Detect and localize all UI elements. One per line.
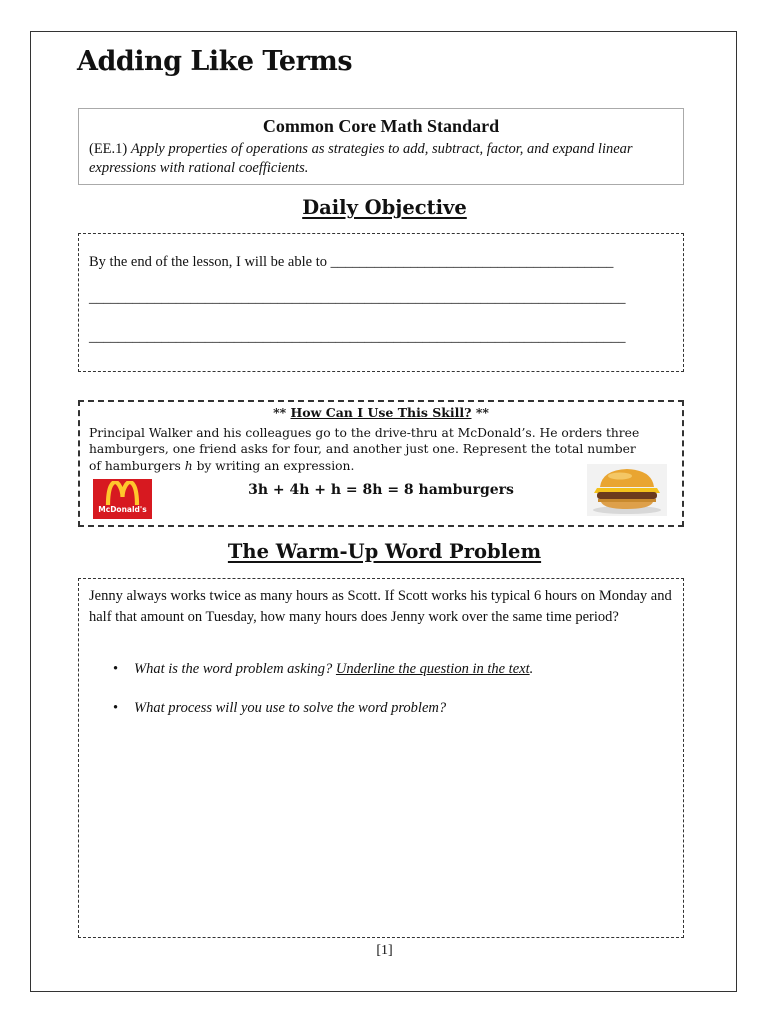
objective-heading: Daily Objective (302, 196, 467, 219)
question-1-text: What is the word problem asking? (134, 661, 333, 677)
objective-blank-line: __________________________________________________________________________ (89, 290, 626, 306)
skill-heading-text: How Can I Use This Skill? (290, 405, 472, 420)
page-number: [1] (376, 943, 393, 958)
worksheet-page (30, 31, 737, 992)
skill-text-after: by writing an expression. (196, 458, 355, 473)
skill-heading-prefix: ** (273, 405, 287, 420)
objective-prompt-line (89, 254, 613, 271)
warmup-problem-text: Jenny always works twice as many hours as Scott. If Scott works his typical 6 hours on Monday and half that amount on Tuesday, how many hours does Jenny work over the same time period? (89, 588, 672, 625)
warmup-question-1 (113, 661, 534, 678)
skill-heading (80, 405, 682, 420)
skill-variable: h (184, 458, 193, 473)
question-2-text: What process will you use to solve the word problem? (134, 700, 447, 716)
bullet: • (113, 700, 119, 716)
bullet: • (113, 661, 119, 677)
page-title: Adding Like Terms (77, 46, 353, 77)
objective-prompt: By the end of the lesson, I will be able to (89, 254, 327, 270)
objective-blank: _______________________________________ (330, 254, 614, 270)
standard-code: (EE.1) (89, 141, 128, 157)
warmup-question-2 (113, 700, 447, 717)
warmup-heading: The Warm-Up Word Problem (227, 540, 542, 563)
skill-box (78, 400, 684, 527)
hamburger-icon (587, 464, 667, 516)
standard-text (89, 140, 673, 178)
standard-description: Apply properties of operations as strategies to add, subtract, factor, and expand linear expressions with rational coefficients. (89, 141, 633, 176)
skill-text-before: Principal Walker and his colleagues go to the drive-thru at McDonald’s. He orders three hamburgers, one friend asks for four, and another just one. Represent the total number of hamburgers (89, 426, 640, 473)
mcdonalds-logo-text: McDonald's (98, 505, 147, 514)
warmup-box (78, 578, 684, 938)
skill-scenario (89, 425, 649, 474)
standard-heading: Common Core Math Standard (262, 116, 500, 136)
skill-heading-suffix: ** (475, 405, 489, 420)
objective-blank-line: __________________________________________________________________________ (89, 329, 626, 345)
question-1-instruction: Underline the question in the text (335, 661, 530, 677)
objective-box (78, 233, 684, 372)
skill-equation: 3h + 4h + h = 8h = 8 hamburgers (248, 482, 514, 498)
standard-box (78, 108, 684, 185)
question-1-period: . (529, 661, 534, 677)
